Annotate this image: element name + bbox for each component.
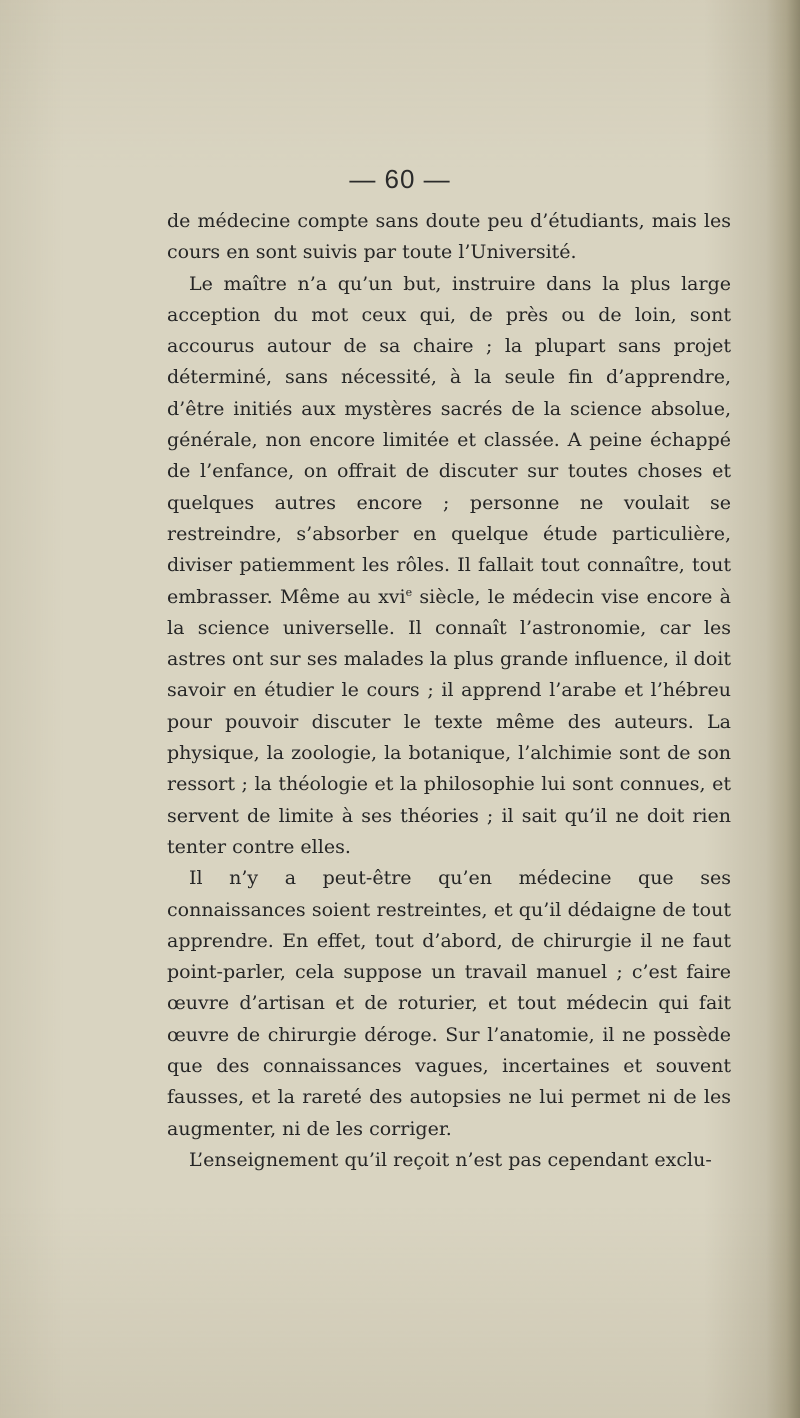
- paragraph-1: de médecine compte sans doute peu d’étudiants, mais les cours en sont suivis par toute l’Université.: [167, 210, 731, 264]
- paragraph-2-tail: siècle, le médecin vise encore à la science universelle. Il connaît l’astronomie, car les astres ont sur ses malades la plus grande influence, il doit savoir en étudier le cours ; il apprend l’arabe et l’hébreu pour pouvoir discuter le texte même des auteurs. La physique, la zoologie, la botanique, l’alchimie sont de son ressort ; la théologie et la philosophie lui sont connues, et servent de limite à ses théories ; il sait qu’il ne doit rien tenter contre elles.: [167, 585, 731, 858]
- century-superscript: e: [405, 585, 413, 599]
- page-number: — 60 —: [349, 164, 451, 194]
- paragraph-2-head: Le maître n’a qu’un but, instruire dans la plus large acception du mot ceux qui, de près ou de loin, sont accourus autour de sa chaire ; la plupart sans projet déterminé, sans nécessité, à la seule fin d’apprendre, d’être initiés aux mystères sacrés de la science absolue, générale, non encore limitée et classée. A peine échappé de l’enfance, on offrait de discuter sur toutes choses et quelques autres encore ; personne ne voulait se restreindre, s’absorber en quelque étude particulière, diviser patiemment les rôles. Il fallait tout connaître, tout embrasser.: [167, 272, 731, 608]
- paragraph-2: [167, 269, 731, 864]
- body-text: [167, 206, 731, 1176]
- page-edge-shadow: [766, 0, 800, 1418]
- paragraph-4: L’enseignement qu’il reçoit n’est pas cependant exclu-: [189, 1148, 712, 1171]
- paragraph-3: Il n’y a peut-être qu’en médecine que ses connaissances soient restreintes, et qu’il dédaigne de tout apprendre. En effet, tout d’abord, de chirurgie il ne faut point-parler, cela suppose un travail manuel ; c’est faire œuvre d’artisan et de roturier, et tout médecin qui fait œuvre de chirurgie déroge. Sur l’anatomie, il ne possède que des connaissances vagues, incertaines et souvent fausses, et la rareté des autopsies ne lui permet ni de les augmenter, ni de les corriger.: [167, 867, 731, 1140]
- paragraph-2-century-prefix: Même au xvi: [279, 585, 406, 608]
